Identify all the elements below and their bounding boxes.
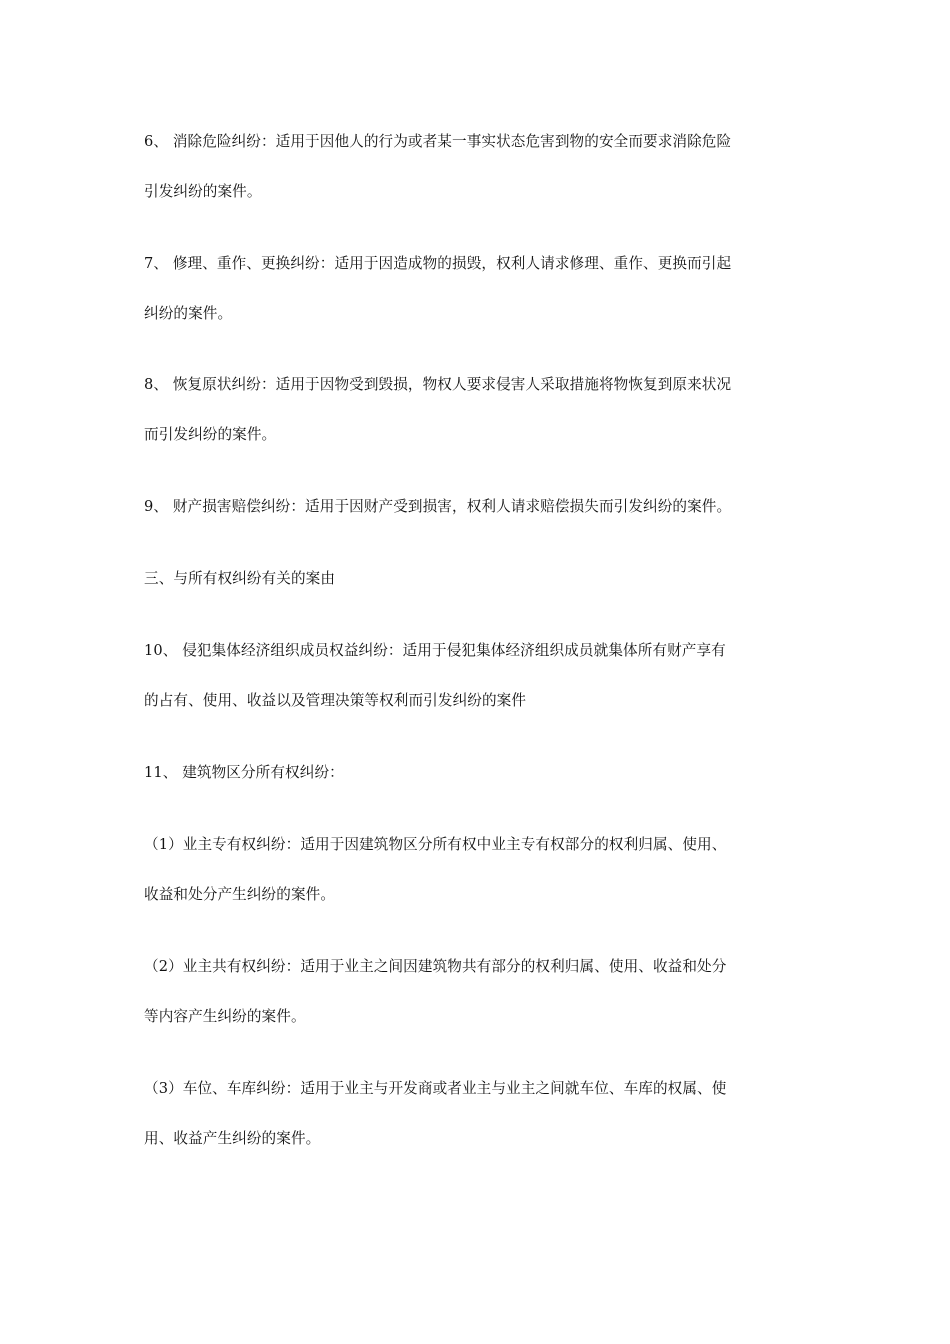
sub-item-2-line-2: 等内容产生纠纷的案件。 xyxy=(144,1008,306,1025)
item-6-line-2: 引发纠纷的案件。 xyxy=(144,183,262,200)
item-8-line-2: 而引发纠纷的案件。 xyxy=(144,426,277,443)
item-10-line-1: 10、 侵犯集体经济组织成员权益纠纷：适用于侵犯集体经济组织成员就集体所有财产享有 xyxy=(144,642,726,659)
section-heading-3: 三、与所有权纠纷有关的案由 xyxy=(144,570,336,587)
sub-item-2-line-1: （2）业主共有权纠纷：适用于业主之间因建筑物共有部分的权利归属、使用、收益和处分 xyxy=(144,958,727,975)
item-6-line-1: 6、 消除危险纠纷：适用于因他人的行为或者某一事实状态危害到物的安全而要求消除危险 xyxy=(144,133,732,150)
item-7-line-1: 7、 修理、重作、更换纠纷：适用于因造成物的损毁，权利人请求修理、重作、更换而引起 xyxy=(144,255,732,272)
sub-item-1-line-2: 收益和处分产生纠纷的案件。 xyxy=(144,886,336,903)
item-7-line-2: 纠纷的案件。 xyxy=(144,305,233,322)
sub-item-1-line-1: （1）业主专有权纠纷：适用于因建筑物区分所有权中业主专有权部分的权利归属、使用、 xyxy=(144,836,727,853)
sub-item-3-line-2: 用、收益产生纠纷的案件。 xyxy=(144,1130,321,1147)
item-10-line-2: 的占有、使用、收益以及管理决策等权利而引发纠纷的案件 xyxy=(144,692,527,709)
item-9-line-1: 9、 财产损害赔偿纠纷：适用于因财产受到损害，权利人请求赔偿损失而引发纠纷的案件。 xyxy=(144,498,732,515)
sub-item-3-line-1: （3）车位、车库纠纷：适用于业主与开发商或者业主与业主之间就车位、车库的权属、使 xyxy=(144,1080,727,1097)
item-11-heading: 11、 建筑物区分所有权纠纷： xyxy=(144,764,344,781)
item-8-line-1: 8、 恢复原状纠纷：适用于因物受到毁损，物权人要求侵害人采取措施将物恢复到原来状况 xyxy=(144,376,732,393)
